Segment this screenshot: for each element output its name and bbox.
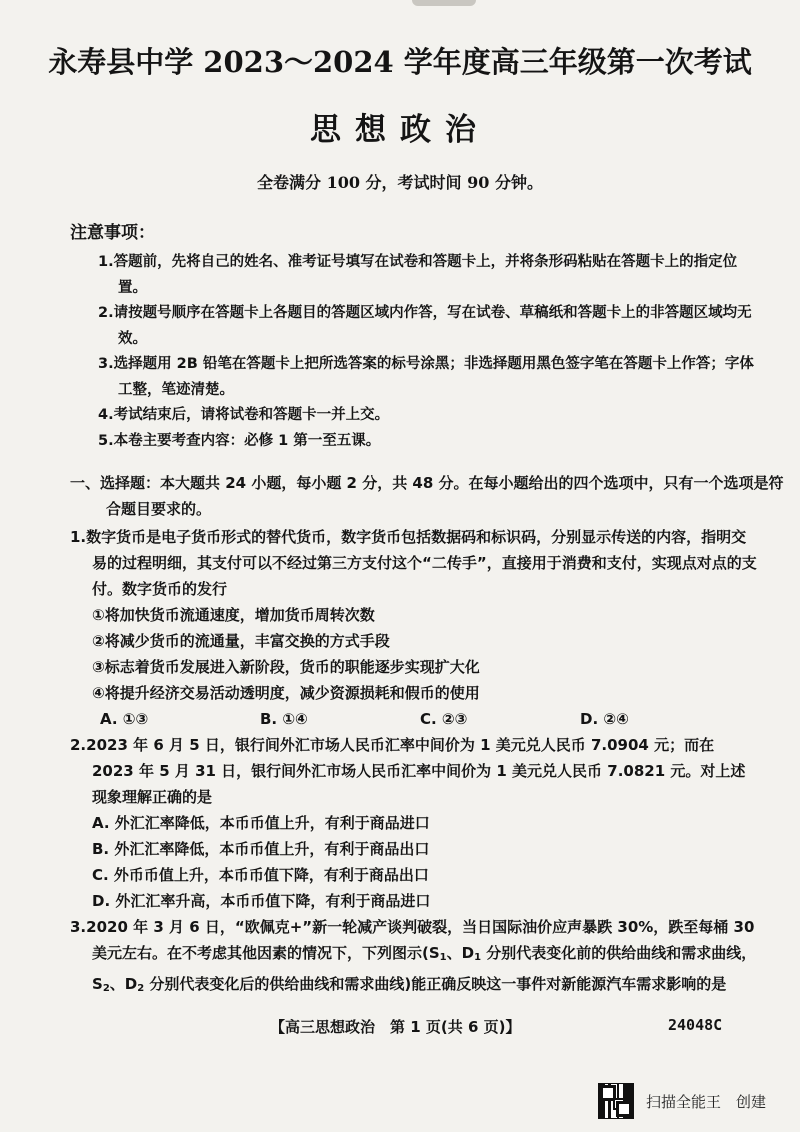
exam-meta: 全卷满分 100 分，考试时间 90 分钟。: [257, 173, 543, 192]
footer-code: 24048C: [668, 1016, 723, 1034]
stem-text: 3.2020 年 3 月 6 日，“欧佩克+”新一轮减产谈判破裂，当日国际油价应声暴跌 30%，跌至每桶 30 美元左右。在不考虑其他因素的情况下，下列图示(S: [70, 918, 755, 962]
option-c: C. ②③: [420, 710, 468, 728]
question-stem: 1.数字货币是电子货币形式的替代货币，数字货币包括数据码和标识码，分别显示传送的内容，指明交易的过程明细，其支付可以不经过第三方支付这个“二传手”，直接用于消费和支付，实现点对点的支付。数字货币的发行: [70, 528, 757, 598]
option-d: D. ②④: [580, 710, 629, 728]
stem-text: 、D: [109, 975, 138, 993]
question-3: [70, 914, 760, 1002]
option-b: B. 外汇汇率降低，本币币值上升，有利于商品出口: [92, 840, 430, 858]
note-item: 1.答题前，先将自己的姓名、准考证号填写在试卷和答题卡上，并将条形码粘贴在答题卡上的指定位置。: [98, 254, 738, 296]
answer-options: [70, 706, 760, 732]
statement: ③标志着货币发展进入新阶段，货币的职能逐步实现扩大化: [92, 658, 480, 676]
note-item: 5.本卷主要考查内容：必修 1 第一至五课。: [98, 432, 381, 449]
question-2: [70, 732, 760, 914]
footer-page-info: 【高三思想政治 第 1 页(共 6 页)】: [270, 1018, 521, 1036]
stem-text: 分别代表变化前的供给曲线和需求曲线，S: [92, 944, 757, 993]
section-header: 一、选择题：本大题共 24 小题，每小题 2 分，共 48 分。在每小题给出的四个选项中，只有一个选项是符合题目要求的。: [70, 474, 784, 518]
exam-title: 永寿县中学 2023～2024 学年度高三年级第一次考试: [48, 45, 752, 79]
question-1: [70, 524, 760, 732]
scanner-watermark: [598, 1083, 766, 1119]
note-item: 3.选择题用 2B 铅笔在答题卡上把所选答案的标号涂黑；非选择题用黑色签字笔在答题卡上作答；字体工整，笔迹清楚。: [98, 356, 754, 398]
question-stem: 2.2023 年 6 月 5 日，银行间外汇市场人民币汇率中间价为 1 美元兑人民币 7.0904 元；而在 2023 年 5 月 31 日，银行间外汇市场人民币汇率中间价为 1 美元兑人民币 7.0821 元。对上述现象理解正确的是: [70, 736, 746, 806]
option-d: D. 外汇汇率升高，本币币值下降，有利于商品进口: [92, 892, 431, 910]
stem-text: 分别代表变化后的供给曲线和需求曲线)能正确反映这一事件对新能源汽车需求影响的是: [144, 975, 727, 993]
option-b: B. ①④: [260, 710, 308, 728]
statement: ①将加快货币流通速度，增加货币周转次数: [92, 606, 375, 624]
scan-mark: [412, 0, 476, 6]
subject-title: 思想政治: [310, 112, 490, 148]
question-stem: [70, 914, 760, 1002]
statement: ②将减少货币的流通量，丰富交换的方式手段: [92, 632, 390, 650]
option-a: A. 外汇汇率降低，本币币值上升，有利于商品进口: [92, 814, 430, 832]
statement: ④将提升经济交易活动透明度，减少资源损耗和假币的使用: [92, 684, 480, 702]
subscript: 1: [439, 952, 447, 963]
option-c: C. 外币币值上升，本币币值下降，有利于商品出口: [92, 866, 429, 884]
note-item: 4.考试结束后，请将试卷和答题卡一并上交。: [98, 407, 390, 423]
notes-list: [98, 250, 758, 454]
notes-heading: 注意事项：: [70, 223, 155, 243]
option-a: A. ①③: [100, 710, 149, 728]
subscript: 1: [474, 952, 482, 963]
questions: [70, 524, 760, 1002]
scanner-text: 扫描全能王 创建: [646, 1092, 767, 1111]
qr-code-icon: [598, 1083, 634, 1119]
subscript: 2: [137, 983, 145, 994]
subscript: 2: [102, 983, 110, 994]
stem-text: 、D: [446, 944, 475, 962]
note-item: 2.请按题号顺序在答题卡上各题目的答题区域内作答，写在试卷、草稿纸和答题卡上的非答题区域均无效。: [98, 305, 752, 347]
